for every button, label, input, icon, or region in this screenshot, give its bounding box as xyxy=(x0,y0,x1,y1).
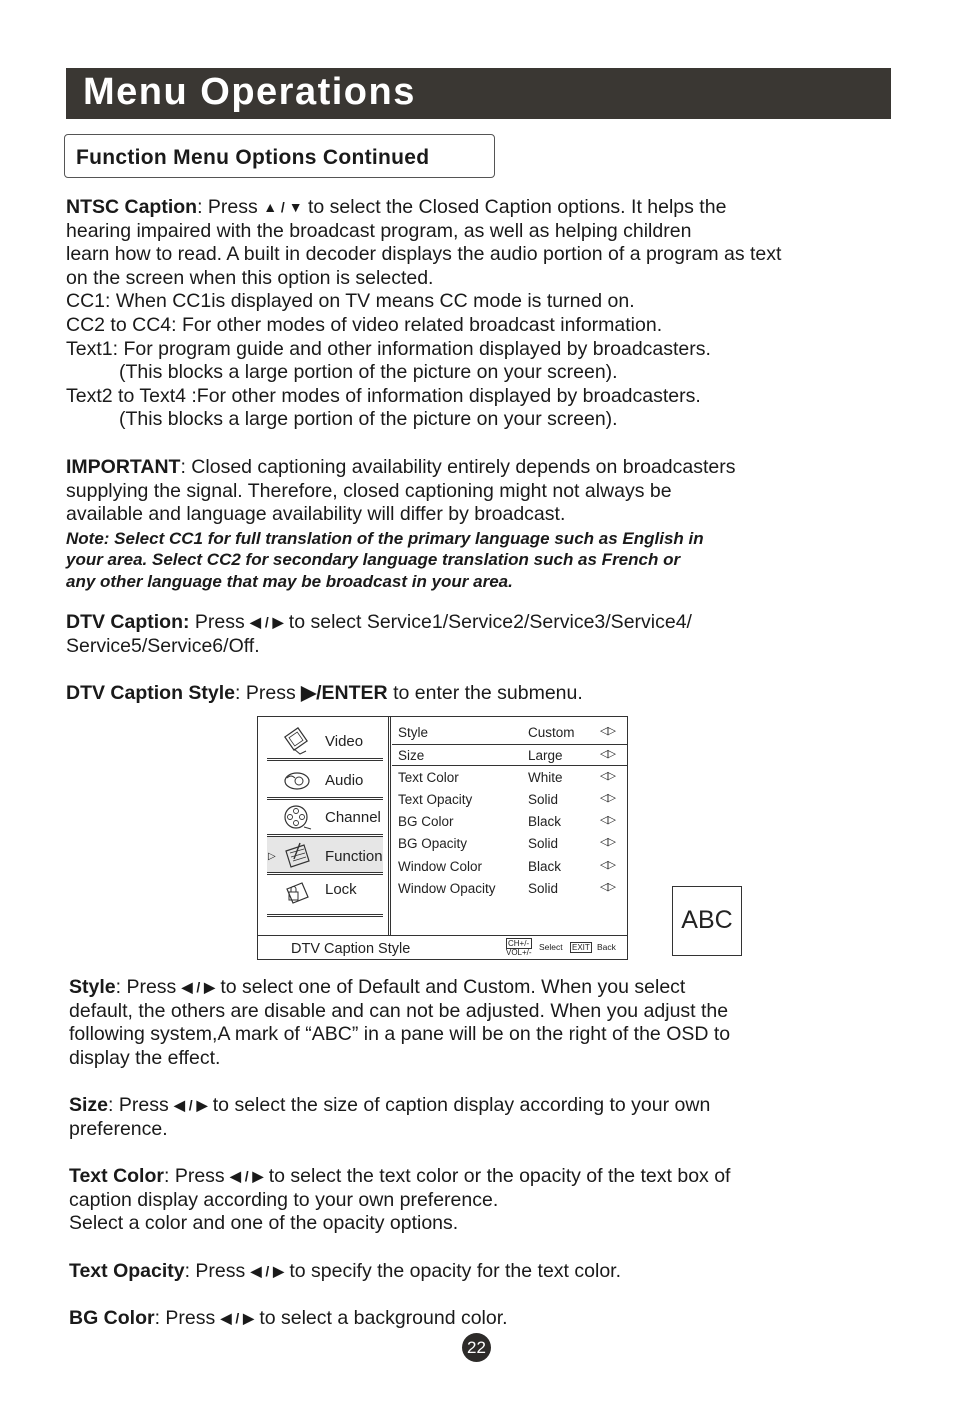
adjust-arrows-icon[interactable]: ◁▷ xyxy=(600,814,615,826)
ntsc-text: to select the Closed Caption options. It helps the xyxy=(302,196,727,218)
ntsc-line-2: hearing impaired with the broadcast program, as well as helping children xyxy=(66,219,692,242)
osd-row-style[interactable] xyxy=(392,722,628,744)
ch-key-label: CH+/- xyxy=(506,938,532,949)
osd-nav-divider xyxy=(388,717,390,935)
vol-key-label: VOL+/- xyxy=(506,948,532,957)
osd-row-value: Black xyxy=(528,814,562,829)
style-text: to select one of Default and Custom. When you select xyxy=(214,976,686,998)
channel-icon xyxy=(282,803,312,831)
text-opacity-line xyxy=(69,1260,621,1284)
left-right-arrows-icon: ◀ / ▶ xyxy=(181,979,215,995)
exit-key-label: EXIT xyxy=(572,943,590,952)
adjust-arrows-icon[interactable]: ◁▷ xyxy=(600,792,615,804)
osd-row-label: BG Opacity xyxy=(398,836,468,851)
abc-preview-pane xyxy=(672,886,742,956)
osd-row-value: Solid xyxy=(528,881,559,896)
adjust-arrows-icon[interactable]: ◁▷ xyxy=(600,770,615,782)
note-line-2: your area. Select CC2 for secondary language translation such as French or xyxy=(66,550,681,570)
text-opacity-text: : Press xyxy=(184,1260,251,1282)
osd-row-value: Large xyxy=(528,748,563,763)
osd-row-bg-color[interactable] xyxy=(392,811,628,833)
ntsc-line-cc2: CC2 to CC4: For other modes of video related broadcast information. xyxy=(66,313,663,336)
osd-nav-label: Lock xyxy=(325,881,357,898)
dtv-caption-paragraph xyxy=(66,611,692,658)
ntsc-text: : Press xyxy=(197,196,264,218)
note-line-3: any other language that may be broadcast in your area. xyxy=(66,571,513,591)
ntsc-line-cc1: CC1: When CC1is displayed on TV means CC mode is turned on. xyxy=(66,290,635,313)
osd-row-bg-opacity[interactable] xyxy=(392,833,628,855)
important-line-1 xyxy=(66,456,735,480)
audio-icon xyxy=(282,766,312,794)
osd-nav-item-video[interactable] xyxy=(267,723,383,759)
text-color-paragraph xyxy=(69,1165,730,1236)
dtv-caption-label: DTV Caption: xyxy=(66,611,190,633)
page-number: 22 xyxy=(462,1333,491,1362)
size-line-2: preference. xyxy=(69,1117,168,1140)
adjust-arrows-icon[interactable]: ◁▷ xyxy=(600,748,615,760)
osd-row-window-color[interactable] xyxy=(392,856,628,878)
ntsc-caption-paragraph xyxy=(66,196,781,432)
osd-row-window-opacity[interactable] xyxy=(392,878,628,900)
dtv-caption-text: Press xyxy=(189,611,251,633)
important-label: IMPORTANT xyxy=(66,456,181,478)
lock-icon xyxy=(282,879,312,907)
divider xyxy=(267,758,383,761)
adjust-arrows-icon[interactable]: ◁▷ xyxy=(600,881,615,893)
left-right-arrows-icon: ◀ / ▶ xyxy=(250,614,284,630)
size-line-1 xyxy=(69,1094,710,1118)
adjust-arrows-icon[interactable]: ◁▷ xyxy=(600,725,615,737)
text-color-text: : Press xyxy=(163,1165,231,1187)
osd-row-label: Window Color xyxy=(398,859,483,874)
section-heading-box xyxy=(64,134,495,178)
osd-nav-label: Function xyxy=(325,848,383,865)
style-label: Style xyxy=(69,976,116,998)
video-icon xyxy=(282,727,312,755)
adjust-arrows-icon[interactable]: ◁▷ xyxy=(600,859,615,871)
osd-row-label: Style xyxy=(398,725,429,740)
dtv-style-line xyxy=(66,682,583,706)
left-right-arrows-icon: ◀ / ▶ xyxy=(230,1168,264,1184)
style-text: : Press xyxy=(115,976,182,998)
text-opacity-paragraph xyxy=(69,1260,621,1284)
osd-row-value: Black xyxy=(528,859,562,874)
bg-color-text: : Press xyxy=(154,1307,221,1329)
left-right-arrows-icon: ◀ / ▶ xyxy=(250,1263,284,1279)
note-paragraph xyxy=(66,528,704,592)
ntsc-line-1 xyxy=(66,196,781,220)
osd-row-label: Size xyxy=(398,748,425,763)
ch-vol-hint xyxy=(506,938,532,957)
osd-row-text-color[interactable] xyxy=(392,767,628,789)
ntsc-line-3: learn how to read. A built in decoder displays the audio portion of a program as text xyxy=(66,243,782,266)
dtv-caption-line-1 xyxy=(66,611,692,635)
osd-row-value: White xyxy=(528,770,563,785)
enter-key-label: ▶/ENTER xyxy=(301,682,388,704)
style-line-1 xyxy=(69,976,730,1000)
osd-row-value: Solid xyxy=(528,792,559,807)
adjust-arrows-icon[interactable]: ◁▷ xyxy=(600,836,615,848)
ntsc-label: NTSC Caption xyxy=(66,196,198,218)
osd-row-label: Window Opacity xyxy=(398,881,496,896)
dtv-style-label: DTV Caption Style xyxy=(66,682,236,704)
osd-nav-item-function[interactable] xyxy=(267,837,383,873)
text-opacity-text: to specify the opacity for the text color. xyxy=(283,1260,621,1282)
bg-color-line xyxy=(69,1307,508,1331)
osd-row-label: Text Opacity xyxy=(398,792,473,807)
up-down-arrows-icon: ▲ / ▼ xyxy=(263,199,303,215)
page-title: Menu Operations xyxy=(83,71,416,113)
divider xyxy=(267,914,383,917)
function-icon xyxy=(282,841,312,869)
text-color-label: Text Color xyxy=(69,1165,164,1187)
style-paragraph xyxy=(69,976,730,1070)
left-right-arrows-icon: ◀ / ▶ xyxy=(174,1097,208,1113)
abc-preview-text: ABC xyxy=(681,906,733,934)
size-paragraph xyxy=(69,1094,710,1141)
bg-color-paragraph xyxy=(69,1307,508,1331)
osd-row-size[interactable] xyxy=(392,744,628,766)
size-label: Size xyxy=(69,1094,109,1116)
style-line-2: default, the others are disable and can not be adjusted. When you adjust the xyxy=(69,999,729,1022)
bg-color-label: BG Color xyxy=(69,1307,155,1329)
osd-nav-item-channel[interactable] xyxy=(267,799,383,835)
bg-color-text: to select a background color. xyxy=(253,1307,508,1329)
style-line-3: following system,A mark of “ABC” in a pane will be on the right of the OSD to xyxy=(69,1023,731,1046)
pointer-icon: ▷ xyxy=(268,851,276,862)
dtv-style-text: : Press xyxy=(235,682,302,704)
text-opacity-label: Text Opacity xyxy=(69,1260,185,1282)
text-color-text: to select the text color or the opacity of the text box of xyxy=(263,1165,731,1187)
dtv-style-paragraph xyxy=(66,682,583,706)
osd-nav-item-lock[interactable] xyxy=(267,875,383,911)
text-color-line-2: caption display according to your own preference. xyxy=(69,1188,499,1211)
dtv-style-text: to enter the submenu. xyxy=(387,682,583,704)
ntsc-line-text2: Text2 to Text4 :For other modes of information displayed by broadcasters. xyxy=(66,384,701,407)
osd-row-value: Custom xyxy=(528,725,575,740)
text-color-line-1 xyxy=(69,1165,730,1189)
ntsc-line-4: on the screen when this option is selected. xyxy=(66,266,434,289)
osd-row-label: Text Color xyxy=(398,770,459,785)
osd-nav-panel xyxy=(258,717,391,935)
important-line-2: supplying the signal. Therefore, closed captioning might not always be xyxy=(66,479,672,502)
size-text: : Press xyxy=(108,1094,175,1116)
osd-nav-label: Channel xyxy=(325,809,381,826)
section-heading: Function Menu Options Continued xyxy=(76,146,430,169)
osd-row-text-opacity[interactable] xyxy=(392,789,628,811)
size-text: to select the size of caption display according to your own xyxy=(207,1094,711,1116)
osd-options-panel xyxy=(392,717,628,935)
osd-nav-label: Video xyxy=(325,733,364,750)
ntsc-line-text1-note: (This blocks a large portion of the picture on your screen). xyxy=(119,361,618,384)
osd-nav-label: Audio xyxy=(325,772,364,789)
ntsc-line-text1: Text1: For program guide and other information displayed by broadcasters. xyxy=(66,337,711,360)
dtv-caption-line-2: Service5/Service6/Off. xyxy=(66,634,260,657)
important-line-3: available and language availability will differ by broadcast. xyxy=(66,503,566,526)
text-color-line-3: Select a color and one of the opacity options. xyxy=(69,1212,459,1235)
osd-footer xyxy=(258,935,627,960)
style-line-4: display the effect. xyxy=(69,1046,221,1069)
osd-row-label: BG Color xyxy=(398,814,454,829)
osd-nav-item-audio[interactable] xyxy=(267,762,383,798)
osd-menu xyxy=(257,716,628,960)
dtv-caption-text: to select Service1/Service2/Service3/Service4/ xyxy=(283,611,692,633)
note-line-1: Note: Select CC1 for full translation of the primary language such as English in xyxy=(66,529,704,548)
osd-footer-title: DTV Caption Style xyxy=(291,941,411,957)
left-right-arrows-icon: ◀ / ▶ xyxy=(220,1310,254,1326)
select-hint: Select xyxy=(539,942,563,952)
title-bar xyxy=(66,68,891,119)
back-hint: Back xyxy=(597,942,616,952)
ntsc-line-text2-note: (This blocks a large portion of the picture on your screen). xyxy=(119,408,618,431)
important-paragraph xyxy=(66,456,735,527)
important-text: : Closed captioning availability entirely depends on broadcasters xyxy=(180,456,736,478)
osd-row-value: Solid xyxy=(528,836,559,851)
